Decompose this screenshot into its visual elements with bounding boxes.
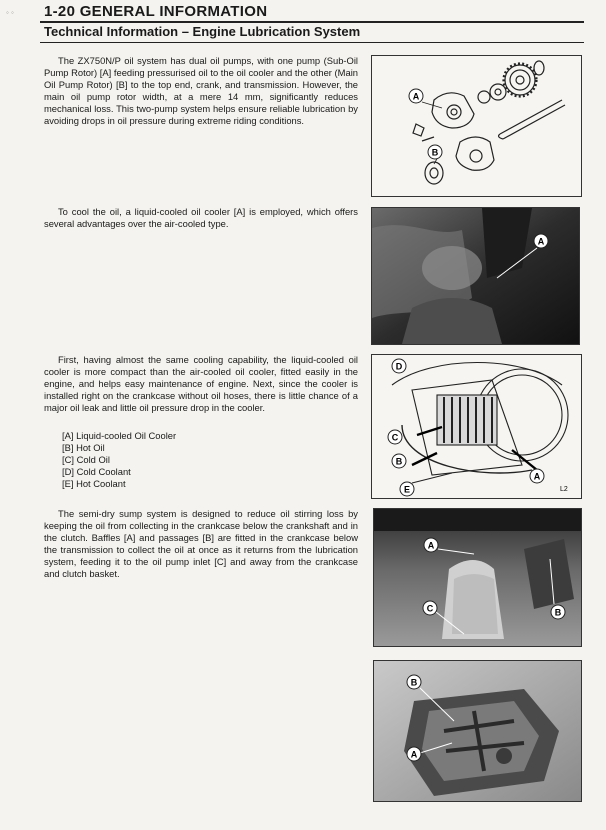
figure-sump-photo <box>373 508 582 647</box>
callout-E <box>400 482 414 496</box>
callout-label: B <box>554 607 562 618</box>
callout-label: B <box>431 147 439 158</box>
callout-A <box>424 538 438 552</box>
legend-item: [A] Liquid-cooled Oil Cooler <box>62 430 177 441</box>
callout-A <box>407 747 421 761</box>
paragraph-oil-cooler <box>44 206 358 230</box>
callout-label: A <box>412 91 420 102</box>
legend-item: [D] Cold Coolant <box>62 465 131 477</box>
callout-label: B <box>410 677 418 688</box>
paragraph-text: The semi-dry sump system is designed to reduce oil stirring loss by keeping the oil from collecting in the crankcase below the crankshaft and in the clutch. Baffles [A] and passages [B] are fitted in the crankcase below the transmission to collect the oil at once as it returns from the lubrication system, feeding it to the oil pump inlet [C] and away from the crankcase and clutch basket. <box>44 508 358 579</box>
callout-label: D <box>395 361 403 372</box>
figure-code: L2 <box>560 486 568 493</box>
scan-artifact: ◦ ◦ <box>6 8 14 17</box>
figure-legend <box>62 430 176 490</box>
callout-label: A <box>533 471 541 482</box>
callout-label: A <box>537 236 545 247</box>
figure-oil-cooler-diagram <box>371 354 582 499</box>
callout-C <box>388 430 402 444</box>
paragraph-text: The ZX750N/P oil system has dual oil pumps, with one pump (Sub-Oil Pump Rotor) [A] feeding pressurised oil to the oil cooler and the other (Main Oil Pump Rotor) [B] to the top end, crank, and transmission. However, the main oil pump rotor width, at a mere 14 mm, significantly reduces mechanical loss. This two-pump system helps ensure reliable lubrication by avoiding drops in oil pressure during extreme riding conditions. <box>44 55 358 126</box>
callout-B <box>551 605 565 619</box>
legend-item: [C] Cold Oil <box>62 453 110 465</box>
paragraph-oil-pumps <box>44 55 358 126</box>
legend-item: [B] Hot Oil <box>62 441 105 453</box>
paragraph-text: To cool the oil, a liquid-cooled oil cooler [A] is employed, which offers several advantages over the air-cooled type. <box>44 206 358 229</box>
paragraph-text: First, having almost the same cooling capability, the liquid-cooled oil cooler is more compact than the air-cooled oil cooler, fitted easily in the engine, and helps easy maintenance of engine. Next, since the cooler is installed right on the crankcase without oil hoses, there is little chance of a major oil leak and little oil pressure drop in the cooler. <box>44 354 358 413</box>
callout-C <box>423 601 437 615</box>
figure-baffle-photo <box>373 660 582 802</box>
callout-D <box>392 359 406 373</box>
callout-A <box>530 469 544 483</box>
paragraph-semi-dry-sump <box>44 508 358 579</box>
callout-B <box>428 145 442 159</box>
callout-B <box>392 454 406 468</box>
section-title: Technical Information – Engine Lubrication System <box>44 24 361 39</box>
callout-label: A <box>410 749 418 760</box>
header-rule <box>40 21 584 23</box>
page-title: 1-20 GENERAL INFORMATION <box>44 3 268 20</box>
figure-oil-cooler-photo <box>371 207 580 345</box>
callout-B <box>407 675 421 689</box>
callout-label: E <box>403 484 411 495</box>
callout-label: C <box>391 432 399 443</box>
callout-label: A <box>427 540 435 551</box>
callout-A <box>409 89 423 103</box>
callout-label: C <box>426 603 434 614</box>
callout-A <box>534 234 548 248</box>
figure-oil-pump-parts <box>371 55 582 197</box>
callout-label: B <box>395 456 403 467</box>
legend-item: [E] Hot Coolant <box>62 477 126 489</box>
paragraph-cooler-advantages <box>44 354 358 414</box>
section-rule <box>40 42 584 43</box>
